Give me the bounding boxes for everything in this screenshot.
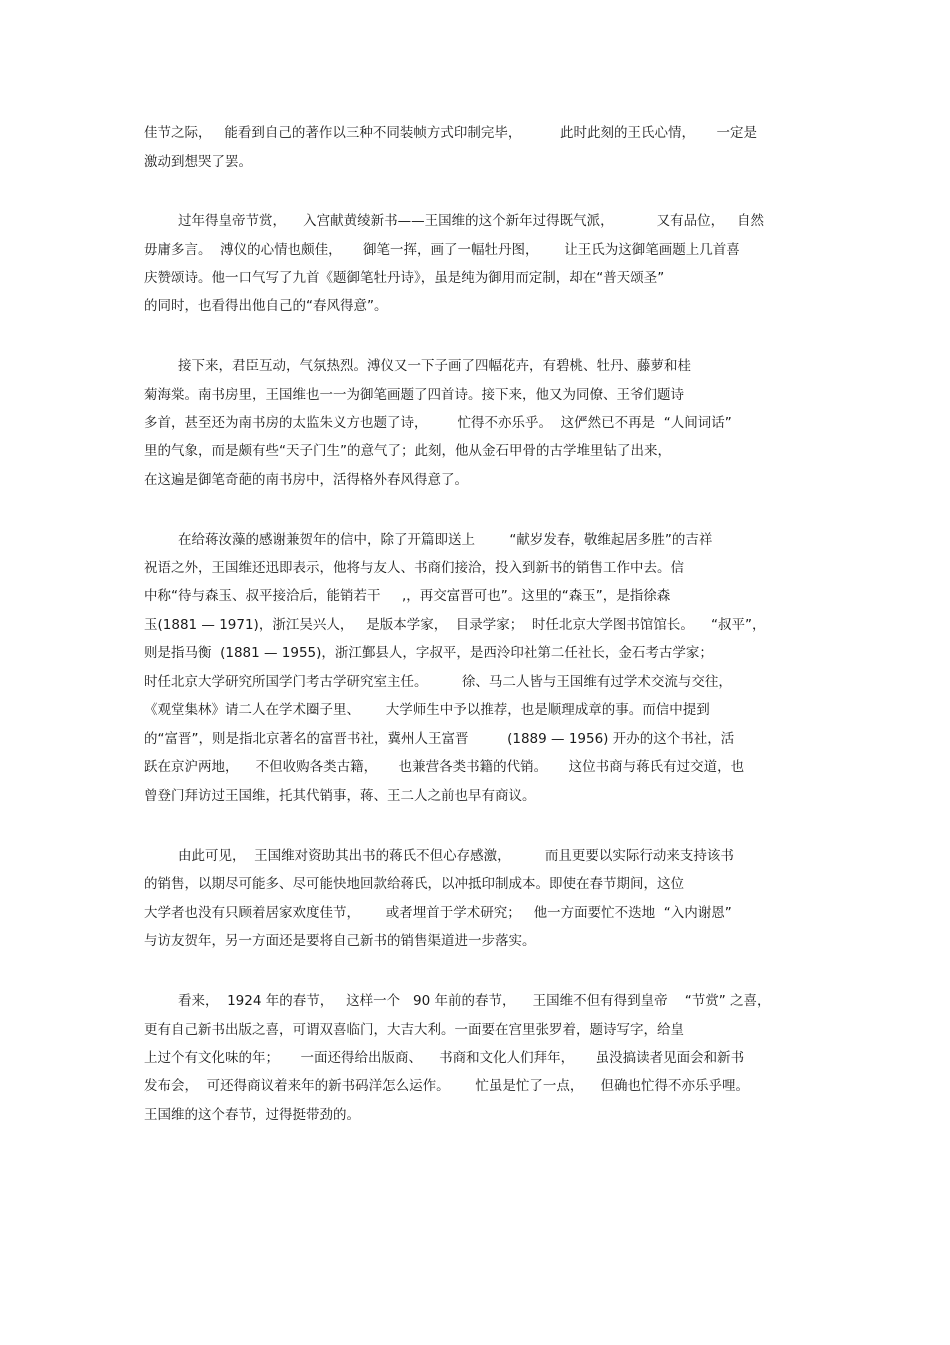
- text-line: 菊海棠。南书房里，王国维也一一为御笔画题了四首诗。接下来，他又为同僚、王爷们题诗: [144, 387, 684, 403]
- text-line: 大学者也没有只顾着居家欢度佳节， 或者埋首于学术研究； 他一方面要忙不迭地 “入内谢恩”: [144, 905, 732, 921]
- text-line: 王国维的这个春节，过得挺带劲的。: [144, 1107, 360, 1123]
- text-line: 时任北京大学研究所国学门考古学研究室主任。 徐、马二人皆与王国维有过学术交流与交往，: [144, 674, 732, 690]
- text-line: 接下来，君臣互动，气氛热烈。溥仪又一下子画了四幅花卉，有碧桃、牡丹、藤萝和桂: [178, 358, 691, 374]
- text-line: 更有自己新书出版之喜，可谓双喜临门，大吉大利。一面要在宫里张罗着，题诗写字，给皇: [144, 1022, 684, 1038]
- text-line: 跃在京沪两地， 不但收购各类古籍， 也兼营各类书籍的代销。 这位书商与蒋氏有过交道，也: [144, 759, 745, 775]
- text-line: 与访友贺年，另一方面还是要将自己新书的销售渠道进一步落实。: [144, 933, 536, 949]
- text-line: 的销售，以期尽可能多、尽可能快地回款给蒋氏，以冲抵印制成本。即使在春节期间，这位: [144, 876, 684, 892]
- text-line: 里的气象，而是颇有些“天子门生”的意气了；此刻，他从金石甲骨的古学堆里钻了出来，: [144, 443, 671, 459]
- text-line: 由此可见， 王国维对资助其出书的蒋氏不但心存感激， 而且更要以实际行动来支持该书: [178, 848, 734, 864]
- text-line: 《观堂集林》请二人在学术圈子里、 大学师生中予以推荐，也是顺理成章的事。而信中提到: [144, 702, 710, 718]
- text-line: 在这遍是御笔奇葩的南书房中，活得格外春风得意了。: [144, 472, 468, 488]
- text-line: 的同时，也看得出他自己的“春风得意”。: [144, 298, 388, 314]
- text-line: 的“富晋”，则是指北京著名的富晋书社，冀州人王富晋 (1889 — 1956) 开办的这个书社，活: [144, 731, 735, 747]
- text-line: 上过个有文化味的年； 一面还得给出版商、 书商和文化人们拜年， 虽没搞读者见面会和新书: [144, 1050, 745, 1066]
- text-line: 玉(1881 — 1971)，浙江吴兴人， 是版本学家， 目录学家； 时任北京大学图书馆馆长。 “叔平”，: [144, 617, 766, 633]
- text-line: 看来， 1924 年的春节， 这样一个 90 年前的春节， 王国维不但有得到皇帝 “节赏” 之喜，: [178, 993, 771, 1009]
- text-line: 则是指马衡 (1881 — 1955)，浙江鄞县人，字叔平，是西泠印社第二任社长，金石考古学家；: [144, 645, 713, 661]
- text-line: 激动到想哭了罢。: [144, 154, 252, 170]
- text-line: 曾登门拜访过王国维，托其代销事，蒋、王二人之前也早有商议。: [144, 788, 536, 804]
- text-line: 多首，甚至还为南书房的太监朱义方也题了诗， 忙得不亦乐乎。 这俨然已不再是 “人间词话”: [144, 415, 732, 431]
- text-line: 发布会， 可还得商议着来年的新书码洋怎么运作。 忙虽是忙了一点， 但确也忙得不亦乐乎哩。: [144, 1078, 749, 1094]
- text-line: 毋庸多言。 溥仪的心情也颇佳， 御笔一挥，画了一幅牡丹图， 让王氏为这御笔画题上几首喜: [144, 242, 740, 258]
- text-line: 在给蒋汝藻的感谢兼贺年的信中，除了开篇即送上 “献岁发春，敬维起居多胜”的吉祥: [178, 532, 713, 548]
- text-line: 庆赞颂诗。他一口气写了九首《题御笔牡丹诗》，虽是纯为御用而定制，却在“普天颂圣”: [144, 270, 665, 286]
- text-line: 祝语之外，王国维还迅即表示，他将与友人、书商们接洽，投入到新书的销售工作中去。信: [144, 560, 684, 576]
- text-line: 佳节之际， 能看到自己的著作以三种不同装帧方式印制完毕， 此时此刻的王氏心情， 一定是: [144, 125, 757, 141]
- text-line: 过年得皇帝节赏， 入宫献黄绫新书——王国维的这个新年过得既气派， 又有品位， 自然: [178, 213, 764, 229]
- text-line: 中称“待与森玉、叔平接洽后，能销若干 ,，再交富晋可也”。这里的“森玉”，是指徐森: [144, 588, 671, 604]
